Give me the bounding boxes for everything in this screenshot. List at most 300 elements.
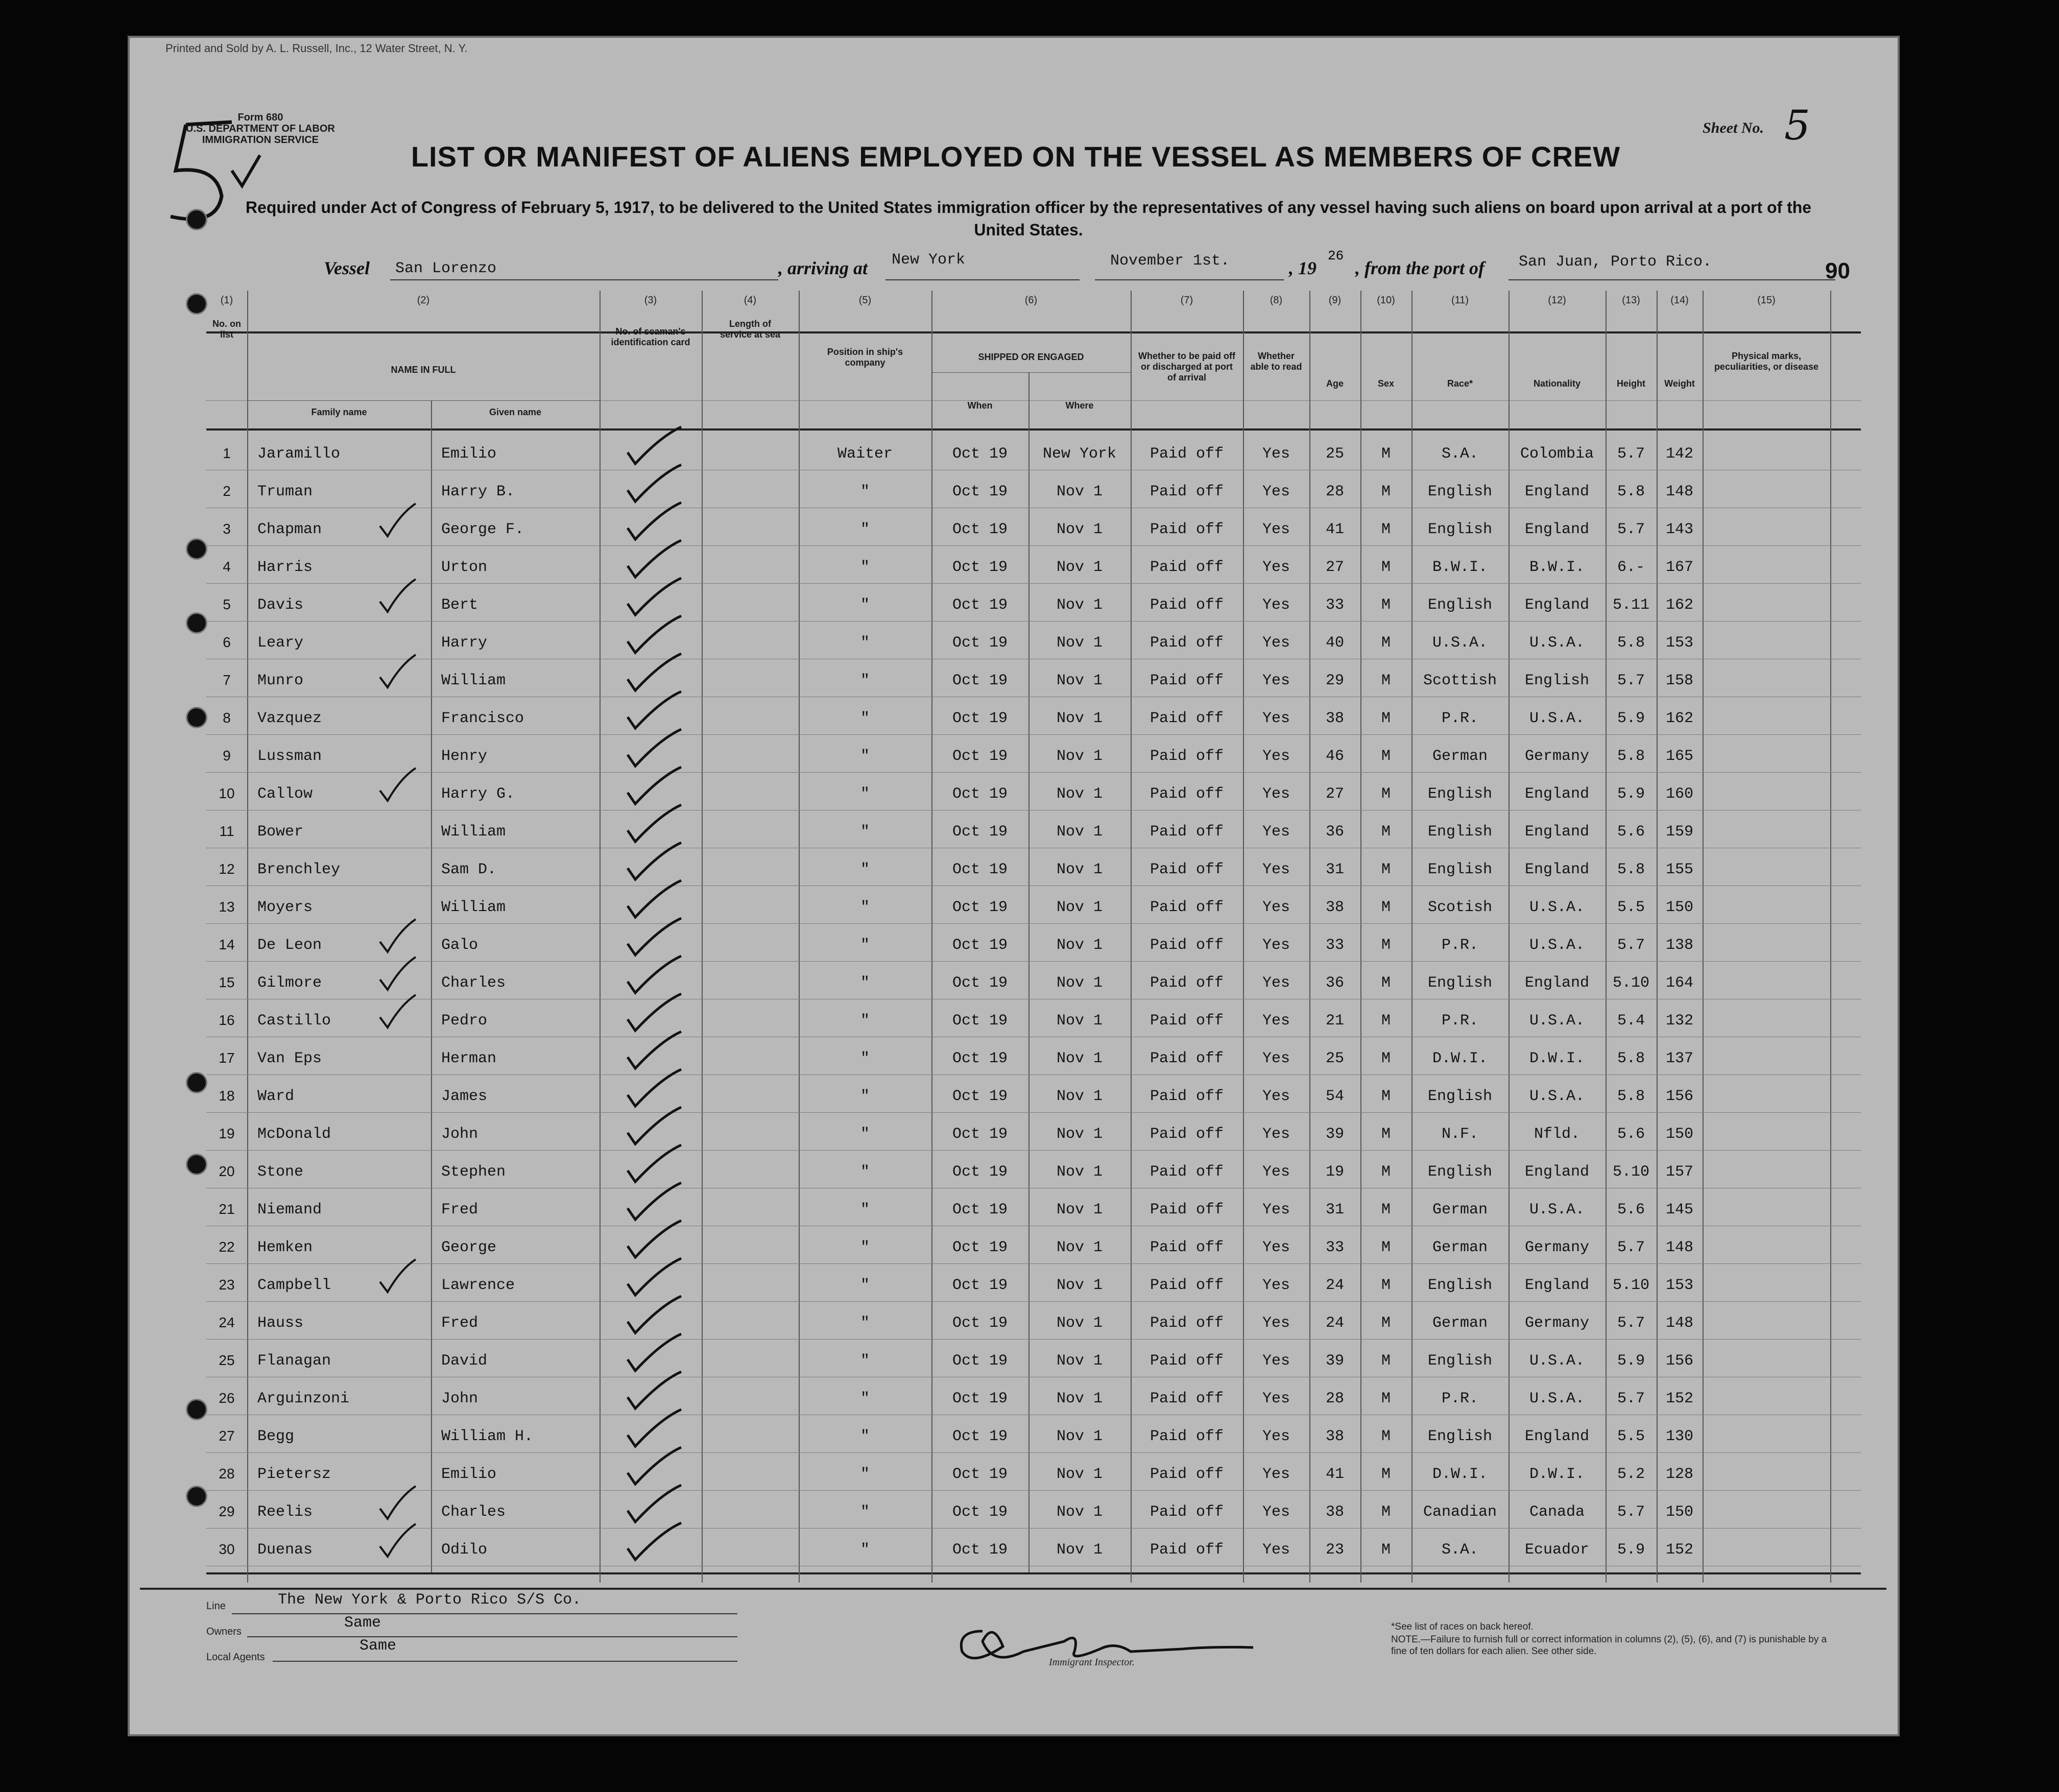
cell-race: English (1427, 1428, 1493, 1445)
cell-paid: Paid off (1150, 899, 1224, 916)
cell-height: 5.8 (1617, 748, 1645, 765)
cell-height: 5.8 (1617, 1050, 1645, 1067)
cell-position: " (860, 1126, 870, 1143)
cell-nationality: U.S.A. (1529, 1012, 1585, 1030)
cell-given: Harry G. (441, 785, 515, 803)
check-mark (628, 805, 681, 842)
col-number: (3) (644, 295, 657, 306)
cell-when: Oct 19 (952, 1466, 1008, 1483)
cell-given: William H. (441, 1428, 534, 1445)
cell-height: 5.7 (1617, 445, 1645, 463)
cell-no: 6 (223, 634, 231, 650)
col-number: (5) (858, 295, 872, 306)
cell-given: George (441, 1239, 497, 1256)
cell-sex: M (1381, 1201, 1391, 1218)
cell-weight: 137 (1665, 1050, 1693, 1067)
form-number: Form 680 (237, 112, 283, 123)
cell-age: 25 (1325, 1050, 1344, 1067)
cell-family: Moyers (257, 899, 313, 916)
cell-when: Oct 19 (952, 1126, 1008, 1143)
sheet-number: 5 (1784, 102, 1810, 149)
cell-where: Nov 1 (1056, 899, 1103, 916)
cell-age: 27 (1325, 785, 1344, 803)
races-note: *See list of races on back hereof. (1391, 1621, 1534, 1632)
cell-family: Begg (257, 1428, 295, 1445)
cell-no: 13 (219, 899, 235, 915)
cell-when: Oct 19 (952, 937, 1008, 954)
cell-position: " (860, 1466, 870, 1483)
cell-when: Oct 19 (952, 899, 1008, 916)
check-mark (628, 880, 681, 917)
check-mark (628, 1409, 681, 1446)
cell-where: Nov 1 (1056, 1503, 1103, 1521)
cell-paid: Paid off (1150, 634, 1224, 652)
col-number: (9) (1328, 295, 1342, 306)
vessel-label: Vessel (324, 258, 370, 278)
cell-sex: M (1381, 1428, 1391, 1445)
col-number: (13) (1622, 295, 1640, 306)
cell-race: P.R. (1441, 710, 1478, 727)
cell-given: Galo (441, 937, 478, 954)
cell-race: N.F. (1441, 1126, 1478, 1143)
header-length-of-service: Length of service at sea (720, 319, 781, 340)
cell-read: Yes (1262, 1541, 1290, 1559)
cell-when: Oct 19 (952, 596, 1008, 614)
cell-no: 29 (219, 1503, 235, 1519)
cell-weight: 148 (1665, 1239, 1693, 1256)
cell-where: Nov 1 (1056, 1088, 1103, 1105)
cell-sex: M (1381, 1390, 1391, 1407)
cell-read: Yes (1262, 559, 1290, 576)
cell-no: 25 (219, 1352, 235, 1368)
cell-race: P.R. (1441, 937, 1478, 954)
header-paid-off: Whether to be paid off or discharged at port of arrival (1138, 351, 1235, 383)
cell-where: Nov 1 (1056, 710, 1103, 727)
cell-sex: M (1381, 1541, 1391, 1559)
cell-family: De Leon (257, 937, 322, 954)
tick-mark (380, 1524, 416, 1557)
local-agents-value: Same (360, 1637, 397, 1655)
cell-where: Nov 1 (1056, 521, 1103, 538)
cell-when: Oct 19 (952, 672, 1008, 689)
cell-read: Yes (1262, 634, 1290, 652)
cell-race: Scotish (1427, 899, 1493, 916)
cell-given: Henry (441, 748, 488, 765)
cell-given: Herman (441, 1050, 497, 1067)
cell-no: 16 (219, 1012, 235, 1028)
arrival-date: November 1st. (1110, 252, 1230, 270)
cell-height: 5.5 (1617, 899, 1645, 916)
cell-where: Nov 1 (1056, 937, 1103, 954)
cell-given: Sam D. (441, 861, 497, 878)
cell-nationality: England (1524, 1277, 1590, 1294)
header-where: Where (1065, 400, 1094, 411)
cell-paid: Paid off (1150, 937, 1224, 954)
cell-paid: Paid off (1150, 672, 1224, 689)
cell-race: German (1432, 1315, 1488, 1332)
cell-position: " (860, 1541, 870, 1559)
col-number: (12) (1548, 295, 1566, 306)
arriving-label: , arriving at (778, 258, 868, 278)
cell-sex: M (1381, 1315, 1391, 1332)
cell-position: " (860, 672, 870, 689)
cell-family: Hemken (257, 1239, 313, 1256)
cell-when: Oct 19 (952, 710, 1008, 727)
cell-weight: 132 (1665, 1012, 1693, 1030)
check-mark (628, 1107, 681, 1144)
cell-where: Nov 1 (1056, 1315, 1103, 1332)
cell-position: " (860, 823, 870, 841)
cell-no: 9 (223, 748, 231, 763)
page-number: 90 (1825, 258, 1850, 283)
cell-paid: Paid off (1150, 559, 1224, 576)
cell-when: Oct 19 (952, 1428, 1008, 1445)
cell-paid: Paid off (1150, 1012, 1224, 1030)
cell-height: 5.7 (1617, 1315, 1645, 1332)
cell-weight: 130 (1665, 1428, 1693, 1445)
cell-height: 5.9 (1617, 785, 1645, 803)
cell-sex: M (1381, 634, 1391, 652)
cell-when: Oct 19 (952, 1352, 1008, 1370)
cell-weight: 165 (1665, 748, 1693, 765)
punch-hole (186, 707, 207, 728)
tick-mark (380, 995, 416, 1028)
cell-no: 12 (219, 861, 235, 877)
cell-position: " (860, 1201, 870, 1218)
cell-nationality: England (1524, 785, 1590, 803)
cell-age: 33 (1325, 1239, 1344, 1256)
cell-read: Yes (1262, 974, 1290, 992)
vessel-name: San Lorenzo (395, 260, 497, 277)
cell-given: Odilo (441, 1541, 488, 1559)
cell-height: 5.10 (1612, 974, 1649, 992)
check-mark (628, 578, 681, 615)
check-mark (628, 503, 681, 539)
cell-nationality: Canada (1529, 1503, 1585, 1521)
cell-paid: Paid off (1150, 1239, 1224, 1256)
cell-where: Nov 1 (1056, 1239, 1103, 1256)
cell-height: 5.7 (1617, 1503, 1645, 1521)
cell-no: 28 (219, 1466, 235, 1482)
cell-sex: M (1381, 559, 1391, 576)
cell-family: Callow (257, 785, 313, 803)
cell-weight: 153 (1665, 634, 1693, 652)
cell-weight: 157 (1665, 1163, 1693, 1181)
cell-height: 5.8 (1617, 1088, 1645, 1105)
cell-race: Scottish (1423, 672, 1497, 689)
cell-age: 38 (1325, 1428, 1344, 1445)
check-mark (628, 616, 681, 653)
cell-given: Emilio (441, 445, 497, 463)
cell-age: 28 (1325, 1390, 1344, 1407)
cell-when: Oct 19 (952, 1315, 1008, 1332)
cell-read: Yes (1262, 899, 1290, 916)
check-mark (628, 654, 681, 690)
cell-weight: 148 (1665, 1315, 1693, 1332)
cell-when: Oct 19 (952, 1201, 1008, 1218)
cell-height: 5.7 (1617, 521, 1645, 538)
punch-hole (186, 538, 207, 560)
check-mark (628, 1447, 681, 1484)
cell-where: Nov 1 (1056, 672, 1103, 689)
col-number: (11) (1451, 295, 1469, 306)
cell-where: New York (1042, 445, 1117, 463)
cell-position: " (860, 785, 870, 803)
cell-race: English (1427, 861, 1493, 878)
cell-nationality: U.S.A. (1529, 1201, 1585, 1218)
cell-age: 39 (1325, 1126, 1344, 1143)
header-race: Race* (1447, 378, 1473, 389)
cell-given: Lawrence (441, 1277, 515, 1294)
cell-family: Jaramillo (257, 445, 341, 463)
tick-mark (380, 919, 416, 952)
cell-where: Nov 1 (1056, 596, 1103, 614)
cell-sex: M (1381, 1466, 1391, 1483)
cell-paid: Paid off (1150, 710, 1224, 727)
punch-hole (186, 1072, 207, 1093)
header-height: Height (1617, 378, 1645, 389)
cell-when: Oct 19 (952, 785, 1008, 803)
cell-when: Oct 19 (952, 1239, 1008, 1256)
cell-no: 8 (223, 710, 231, 726)
header-seaman-card: No. of seaman's identification card (611, 326, 690, 347)
cell-age: 25 (1325, 445, 1344, 463)
cell-age: 38 (1325, 1503, 1344, 1521)
cell-nationality: England (1524, 521, 1590, 538)
cell-family: McDonald (257, 1126, 331, 1143)
cell-no: 21 (219, 1201, 235, 1217)
cell-family: Arguinzoni (257, 1390, 350, 1407)
header-sex: Sex (1377, 378, 1395, 389)
cell-no: 20 (219, 1163, 235, 1179)
cell-race: English (1427, 974, 1493, 992)
cell-when: Oct 19 (952, 483, 1008, 500)
cell-paid: Paid off (1150, 1126, 1224, 1143)
cell-paid: Paid off (1150, 445, 1224, 463)
cell-nationality: Germany (1524, 1239, 1590, 1256)
cell-weight: 152 (1665, 1541, 1693, 1559)
cell-read: Yes (1262, 1088, 1290, 1105)
cell-weight: 142 (1665, 445, 1693, 463)
cell-family: Van Eps (257, 1050, 322, 1067)
inspector-label: Immigrant Inspector. (1049, 1657, 1135, 1668)
check-mark (628, 1485, 681, 1522)
cell-no: 1 (223, 445, 231, 461)
cell-when: Oct 19 (952, 1012, 1008, 1030)
cell-family: Gilmore (257, 974, 322, 992)
cell-sex: M (1381, 596, 1391, 614)
col-number: (2) (417, 295, 430, 306)
cell-race: English (1427, 1163, 1493, 1181)
cell-no: 18 (219, 1088, 235, 1104)
check-mark (628, 729, 681, 766)
check-mark (628, 767, 681, 804)
cell-sex: M (1381, 1503, 1391, 1521)
cell-when: Oct 19 (952, 1277, 1008, 1294)
cell-position: " (860, 1352, 870, 1370)
cell-paid: Paid off (1150, 748, 1224, 765)
cell-when: Oct 19 (952, 521, 1008, 538)
cell-when: Oct 19 (952, 1390, 1008, 1407)
cell-paid: Paid off (1150, 596, 1224, 614)
cell-race: German (1432, 1239, 1488, 1256)
cell-sex: M (1381, 672, 1391, 689)
cell-nationality: D.W.I. (1529, 1050, 1585, 1067)
col-number: (1) (220, 295, 233, 306)
cell-where: Nov 1 (1056, 1163, 1103, 1181)
cell-when: Oct 19 (952, 1050, 1008, 1067)
cell-weight: 160 (1665, 785, 1693, 803)
cell-position: " (860, 1315, 870, 1332)
cell-position: " (860, 596, 870, 614)
cell-given: William (441, 899, 506, 916)
cell-read: Yes (1262, 1390, 1290, 1407)
punch-hole (186, 1486, 207, 1507)
punch-hole (186, 1154, 207, 1175)
cell-race: English (1427, 1088, 1493, 1105)
cell-when: Oct 19 (952, 1541, 1008, 1559)
cell-race: B.W.I. (1432, 559, 1488, 576)
cell-age: 41 (1325, 1466, 1344, 1483)
cell-paid: Paid off (1150, 861, 1224, 878)
cell-read: Yes (1262, 1050, 1290, 1067)
cell-age: 31 (1325, 861, 1344, 878)
cell-race: S.A. (1441, 445, 1478, 463)
cell-weight: 152 (1665, 1390, 1693, 1407)
departure-port: San Juan, Porto Rico. (1519, 253, 1712, 271)
cell-nationality: England (1524, 1428, 1590, 1445)
cell-family: Niemand (257, 1201, 322, 1218)
cell-paid: Paid off (1150, 974, 1224, 992)
punch-hole (186, 209, 207, 230)
cell-sex: M (1381, 521, 1391, 538)
cell-family: Castillo (257, 1012, 331, 1030)
cell-race: Canadian (1423, 1503, 1497, 1521)
check-mark (628, 540, 681, 577)
cell-family: Bower (257, 823, 304, 841)
cell-race: German (1432, 748, 1488, 765)
cell-no: 11 (219, 823, 234, 839)
cell-sex: M (1381, 748, 1391, 765)
cell-position: " (860, 1012, 870, 1030)
cell-no: 2 (223, 483, 231, 499)
cell-position: " (860, 1050, 870, 1067)
cell-no: 14 (219, 937, 235, 952)
cell-position: " (860, 1428, 870, 1445)
cell-family: Vazquez (257, 710, 322, 727)
check-mark (628, 465, 681, 501)
cell-family: Davis (257, 596, 304, 614)
cell-race: P.R. (1441, 1012, 1478, 1030)
cell-position: " (860, 748, 870, 765)
cell-read: Yes (1262, 483, 1290, 500)
cell-where: Nov 1 (1056, 634, 1103, 652)
cell-age: 36 (1325, 974, 1344, 992)
col-number: (8) (1270, 295, 1283, 306)
cell-paid: Paid off (1150, 1503, 1224, 1521)
cell-read: Yes (1262, 1012, 1290, 1030)
line-value: The New York & Porto Rico S/S Co. (278, 1591, 582, 1609)
cell-where: Nov 1 (1056, 823, 1103, 841)
header-able-to-read: Whether able to read (1250, 351, 1302, 372)
check-mark (628, 956, 681, 993)
cell-paid: Paid off (1150, 1277, 1224, 1294)
from-port-label: , from the port of (1355, 258, 1485, 278)
cell-family: Brenchley (257, 861, 341, 878)
cell-age: 33 (1325, 937, 1344, 954)
cell-age: 39 (1325, 1352, 1344, 1370)
check-mark (628, 994, 681, 1031)
cell-sex: M (1381, 899, 1391, 916)
check-mark (628, 1296, 681, 1333)
cell-sex: M (1381, 1239, 1391, 1256)
punch-hole (186, 612, 207, 634)
cell-given: Harry (441, 634, 488, 652)
cell-read: Yes (1262, 445, 1290, 463)
cell-position: " (860, 521, 870, 538)
cell-given: Charles (441, 1503, 506, 1521)
cell-position: " (860, 710, 870, 727)
cell-no: 26 (219, 1390, 235, 1406)
cell-age: 23 (1325, 1541, 1344, 1559)
check-mark (628, 1372, 681, 1408)
cell-age: 21 (1325, 1012, 1344, 1030)
cell-no: 10 (219, 785, 235, 801)
cell-given: James (441, 1088, 488, 1105)
punch-hole (186, 293, 207, 315)
cell-weight: 150 (1665, 1503, 1693, 1521)
cell-position: " (860, 1503, 870, 1521)
cell-sex: M (1381, 1126, 1391, 1143)
cell-given: Harry B. (441, 483, 515, 500)
cell-read: Yes (1262, 596, 1290, 614)
cell-race: English (1427, 521, 1493, 538)
check-mark (628, 1258, 681, 1295)
cell-family: Chapman (257, 521, 322, 538)
col-number: (10) (1377, 295, 1395, 306)
cell-nationality: D.W.I. (1529, 1466, 1585, 1483)
cell-when: Oct 19 (952, 748, 1008, 765)
cell-family: Lussman (257, 748, 322, 765)
cell-position: Waiter (837, 445, 893, 463)
cell-read: Yes (1262, 1163, 1290, 1181)
cell-read: Yes (1262, 1428, 1290, 1445)
cell-height: 6.- (1617, 559, 1645, 576)
cell-read: Yes (1262, 710, 1290, 727)
cell-when: Oct 19 (952, 861, 1008, 878)
col-number: (15) (1757, 295, 1776, 306)
cell-race: English (1427, 785, 1493, 803)
cell-paid: Paid off (1150, 1541, 1224, 1559)
cell-nationality: B.W.I. (1529, 559, 1585, 576)
cell-age: 38 (1325, 710, 1344, 727)
cell-age: 27 (1325, 559, 1344, 576)
cell-age: 29 (1325, 672, 1344, 689)
tick-mark (380, 579, 416, 612)
check-mark (628, 427, 681, 464)
cell-family: Campbell (257, 1277, 331, 1294)
cell-no: 5 (223, 596, 231, 612)
cell-no: 24 (219, 1315, 235, 1330)
cell-given: John (441, 1126, 478, 1143)
cell-height: 5.7 (1617, 937, 1645, 954)
cell-height: 5.2 (1617, 1466, 1645, 1483)
cell-read: Yes (1262, 785, 1290, 803)
handwritten-check-marks (130, 38, 1900, 1736)
cell-family: Harris (257, 559, 313, 576)
header-physical-marks: Physical marks, peculiarities, or disease (1714, 351, 1819, 372)
check-mark (628, 1032, 681, 1068)
